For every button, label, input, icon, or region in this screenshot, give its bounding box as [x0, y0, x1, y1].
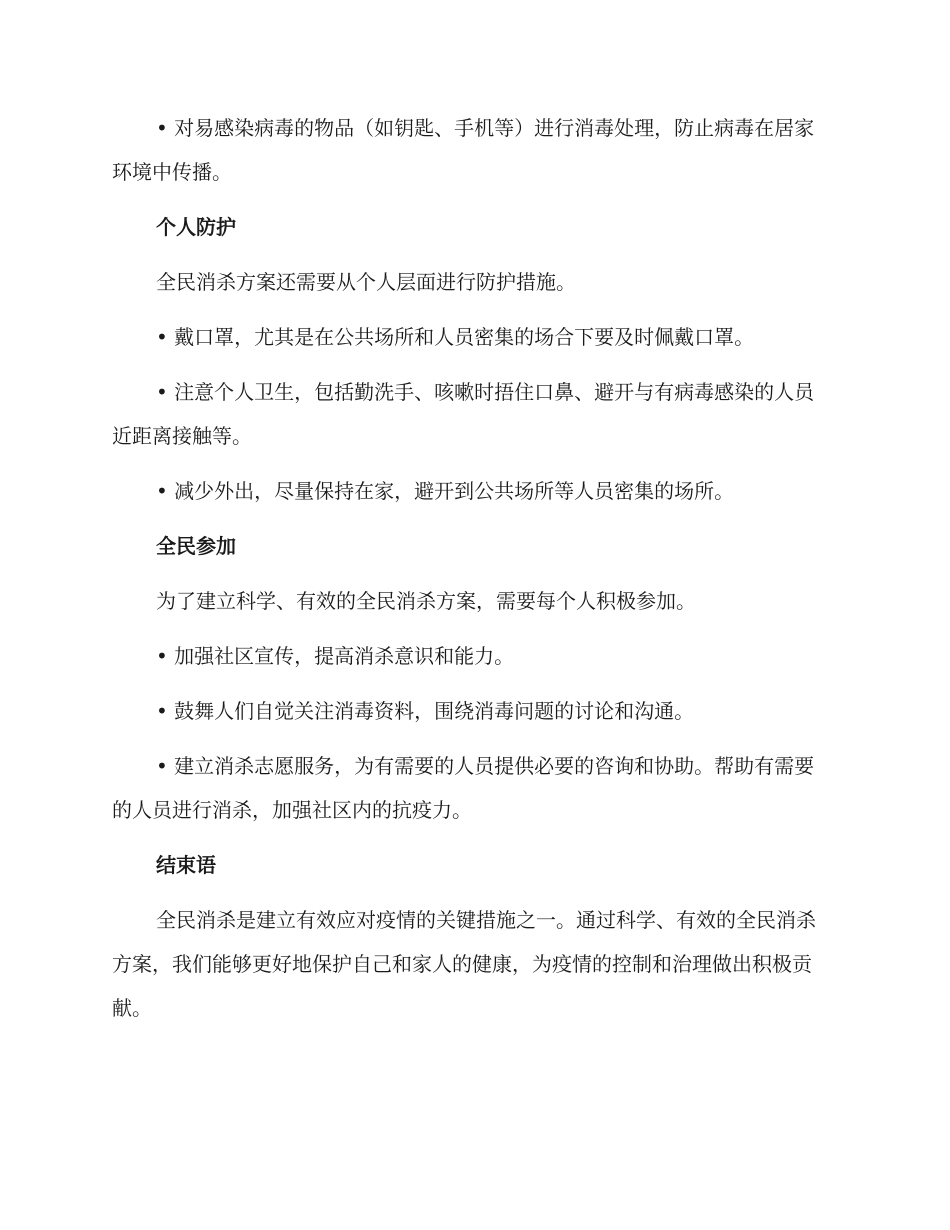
- bullet-community-publicity: • 加强社区宣传，提高消杀意识和能力。: [156, 644, 515, 668]
- paragraph-conclusion: 全民消杀是建立有效应对疫情的关键措施之一。通过科学、有效的全民消杀方案，我们能够更好地保护自己和家人的健康，为疫情的控制和治理做出积极贡献。: [112, 908, 816, 1020]
- bullet-volunteer-service: • 建立消杀志愿服务，为有需要的人员提供必要的咨询和协助。帮助有需要的人员进行消杀，加强社区内的抗疫力。: [112, 754, 815, 822]
- paragraph-participation-intro: 为了建立科学、有效的全民消杀方案，需要每个人积极参加。: [156, 589, 696, 613]
- bullet-hygiene: • 注意个人卫生，包括勤洗手、咳嗽时捂住口鼻、避开与有病毒感染的人员近距离接触等。: [112, 380, 815, 448]
- heading-personal-protection: 个人防护: [156, 215, 236, 239]
- bullet-stay-home: • 减少外出，尽量保持在家，避开到公共场所等人员密集的场所。: [156, 479, 735, 503]
- heading-public-participation: 全民参加: [156, 534, 236, 558]
- paragraph-personal-intro: 全民消杀方案还需要从个人层面进行防护措施。: [156, 270, 576, 294]
- bullet-disinfect-items: • 对易感染病毒的物品（如钥匙、手机等）进行消毒处理，防止病毒在居家环境中传播。: [112, 116, 815, 184]
- bullet-encourage-attention: • 鼓舞人们自觉关注消毒资料，围绕消毒问题的讨论和沟通。: [156, 699, 695, 723]
- document-page: [112, 106, 832, 1041]
- bullet-wear-mask: • 戴口罩，尤其是在公共场所和人员密集的场合下要及时佩戴口罩。: [156, 325, 755, 349]
- heading-conclusion: 结束语: [156, 853, 216, 877]
